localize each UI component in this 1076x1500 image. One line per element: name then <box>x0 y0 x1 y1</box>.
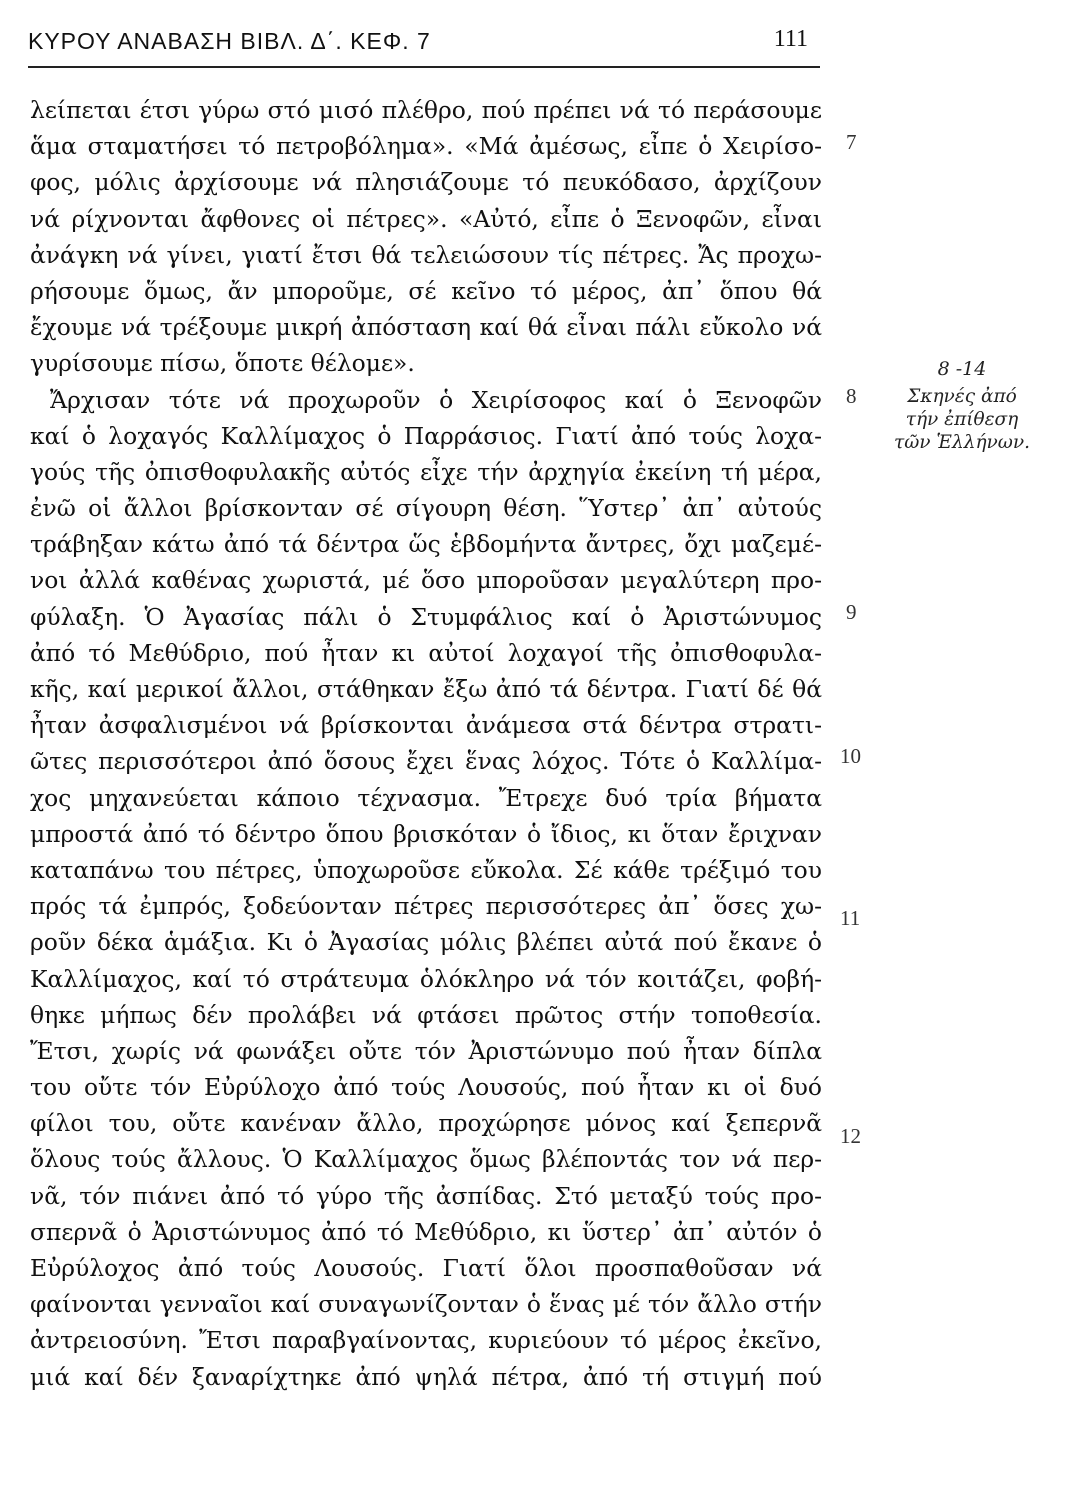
text-line: λείπεται έτσι γύρω στό μισό πλέθρο, πού πρέπει νά τό περάσουμε <box>30 96 822 124</box>
text-line: θηκε μήπως δέν προλάβει νά φτάσει πρῶτος στήν τοποθεσία. <box>30 1000 822 1029</box>
text-line: νοι ἀλλά καθένας χωριστά, μέ ὅσο μποροῦσαν μεγαλύτερη προ- <box>30 566 822 595</box>
running-title: ΚΥΡΟΥ ΑΝΑΒΑΣΗ ΒΙΒΛ. Δ΄. ΚΕΦ. 7 <box>28 28 431 54</box>
text-line: του οὔτε τόν Εὐρύλοχο ἀπό τούς Λουσούς, πού ἦταν κι οἱ δυό <box>30 1073 822 1102</box>
text-line: φαίνονται γενναῖοι καί συναγωνίζονταν ὁ ἕνας μέ τόν ἄλλο στήν <box>30 1290 822 1319</box>
section-number: 12 <box>840 1124 861 1148</box>
margin-note-line: Σκηνές ἀπό <box>907 386 1017 407</box>
margin-note-line: τῶν Ἑλλήνων. <box>893 432 1030 453</box>
text-line: καταπάνω του πέτρες, ὑποχωροῦσε εὔκολα. Σέ κάθε τρέξιμό του <box>30 855 822 884</box>
margin-note-range: 8 -14 <box>937 358 987 380</box>
text-line: Ἄρχισαν τότε νά προχωροῦν ὁ Χειρίσοφος καί ὁ Ξενοφῶν <box>50 385 822 414</box>
section-number: 9 <box>846 600 857 624</box>
page-header <box>28 24 820 60</box>
text-line: ὅλους τούς ἄλλους. Ὁ Καλλίμαχος ὅμως βλέποντάς τον νά περ- <box>30 1145 822 1174</box>
text-line: ἐνῶ οἱ ἄλλοι βρίσκονταν σέ σίγουρη θέση. Ὕστερ᾽ ἀπ᾽ αὐτούς <box>30 494 822 523</box>
text-line: ἀνάγκη νά γίνει, γιατί ἔτσι θά τελειώσουν τίς πέτρες. Ἄς προχω- <box>30 240 822 269</box>
section-number: 7 <box>846 130 857 154</box>
text-line: καί ὁ λοχαγός Καλλίμαχος ὁ Παρράσιος. Γιατί ἀπό τούς λοχα- <box>30 421 822 450</box>
header-rule <box>28 66 820 68</box>
text-line: κῆς, καί μερικοί ἄλλοι, στάθηκαν ἔξω ἀπό τά δέντρα. Γιατί δέ θά <box>30 675 822 703</box>
text-line: φος, μόλις ἀρχίσουμε νά πλησιάζουμε τό πευκόδασο, ἀρχίζουν <box>30 168 822 197</box>
text-line: ῶτες περισσότεροι ἀπό ὅσους ἔχει ἕνας λόχος. Τότε ὁ Καλλίμα- <box>30 747 822 776</box>
text-line: φίλοι του, οὔτε κανέναν ἄλλο, προχώρησε μόνος καί ξεπερνᾶ <box>30 1109 822 1138</box>
text-line: ἦταν ἀσφαλισμένοι νά βρίσκονται ἀνάμεσα στά δέντρα στρατι- <box>30 711 822 740</box>
text-line: νά ρίχνονται ἄφθονες οἱ πέτρες». «Αὐτό, εἶπε ὁ Ξενοφῶν, εἶναι <box>30 204 822 233</box>
text-line: ἅμα σταματήσει τό πετροβόλημα». «Μά ἀμέσως, εἶπε ὁ Χειρίσο- <box>30 132 822 161</box>
page-number: 111 <box>773 26 808 52</box>
section-number: 10 <box>840 744 861 768</box>
text-line: φύλαξη. Ὁ Ἀγασίας πάλι ὁ Στυμφάλιος καί ὁ Ἀριστώνυμος <box>30 602 822 631</box>
text-line: τράβηξαν κάτω ἀπό τά δέντρα ὥς ἑβδομήντα ἄντρες, ὄχι μαζεμέ- <box>30 530 822 559</box>
text-line: μιά καί δέν ξαναρίχτηκε ἀπό ψηλά πέτρα, ἀπό τή στιγμή πού <box>30 1362 822 1391</box>
text-line: μπροστά ἀπό τό δέντρο ὅπου βρισκόταν ὁ ἴδιος, κι ὅταν ἔριχναν <box>30 819 822 848</box>
margin-note-line: τήν ἐπίθεση <box>905 409 1019 430</box>
text-line: ρήσουμε ὅμως, ἄν μποροῦμε, σέ κεῖνο τό μέρος, ἀπ᾽ ὅπου θά <box>30 276 822 305</box>
text-line: Εὐρύλοχος ἀπό τούς Λουσούς. Γιατί ὅλοι προσπαθοῦσαν νά <box>30 1254 822 1282</box>
section-number: 8 <box>846 384 857 408</box>
margin-note <box>862 358 1062 454</box>
body-text <box>30 92 822 1395</box>
text-line: Ἔτσι, χωρίς νά φωνάξει οὔτε τόν Ἀριστώνυμο πού ἦταν δίπλα <box>30 1036 822 1065</box>
text-line: γούς τῆς ὀπισθοφυλακῆς αὐτός εἶχε τήν ἀρχηγία ἐκείνη τή μέρα, <box>30 457 822 486</box>
text-line: γυρίσουμε πίσω, ὅποτε θέλομε». <box>30 349 415 378</box>
section-number: 11 <box>840 906 861 930</box>
text-line: ἀντρειοσύνη. Ἔτσι παραβγαίνοντας, κυριεύουν τό μέρος ἐκεῖνο, <box>30 1326 822 1355</box>
text-line: ἀπό τό Μεθύδριο, πού ἦταν κι αὐτοί λοχαγοί τῆς ὀπισθοφυλα- <box>30 638 822 667</box>
text-line: ροῦν δέκα ἁμάξια. Κι ὁ Ἀγασίας μόλις βλέπει αὐτά πού ἔκανε ὁ <box>30 928 822 957</box>
text-line: πρός τά ἐμπρός, ξοδεύονταν πέτρες περισσότερες ἀπ᾽ ὅσες χω- <box>30 892 822 921</box>
text-line: ἔχουμε νά τρέξουμε μικρή ἀπόσταση καί θά εἶναι πάλι εὔκολο νά <box>30 313 822 342</box>
text-line: σπερνᾶ ὁ Ἀριστώνυμος ἀπό τό Μεθύδριο, κι ὕστερ᾽ ἀπ᾽ αὐτόν ὁ <box>30 1217 822 1246</box>
text-line: νᾶ, τόν πιάνει ἀπό τό γύρο τῆς ἀσπίδας. Στό μεταξύ τούς προ- <box>30 1181 822 1210</box>
text-line: Καλλίμαχος, καί τό στράτευμα ὁλόκληρο νά τόν κοιτάζει, φοβή- <box>30 964 822 993</box>
text-line: χος μηχανεύεται κάποιο τέχνασμα. Ἔτρεχε δυό τρία βήματα <box>30 783 822 812</box>
